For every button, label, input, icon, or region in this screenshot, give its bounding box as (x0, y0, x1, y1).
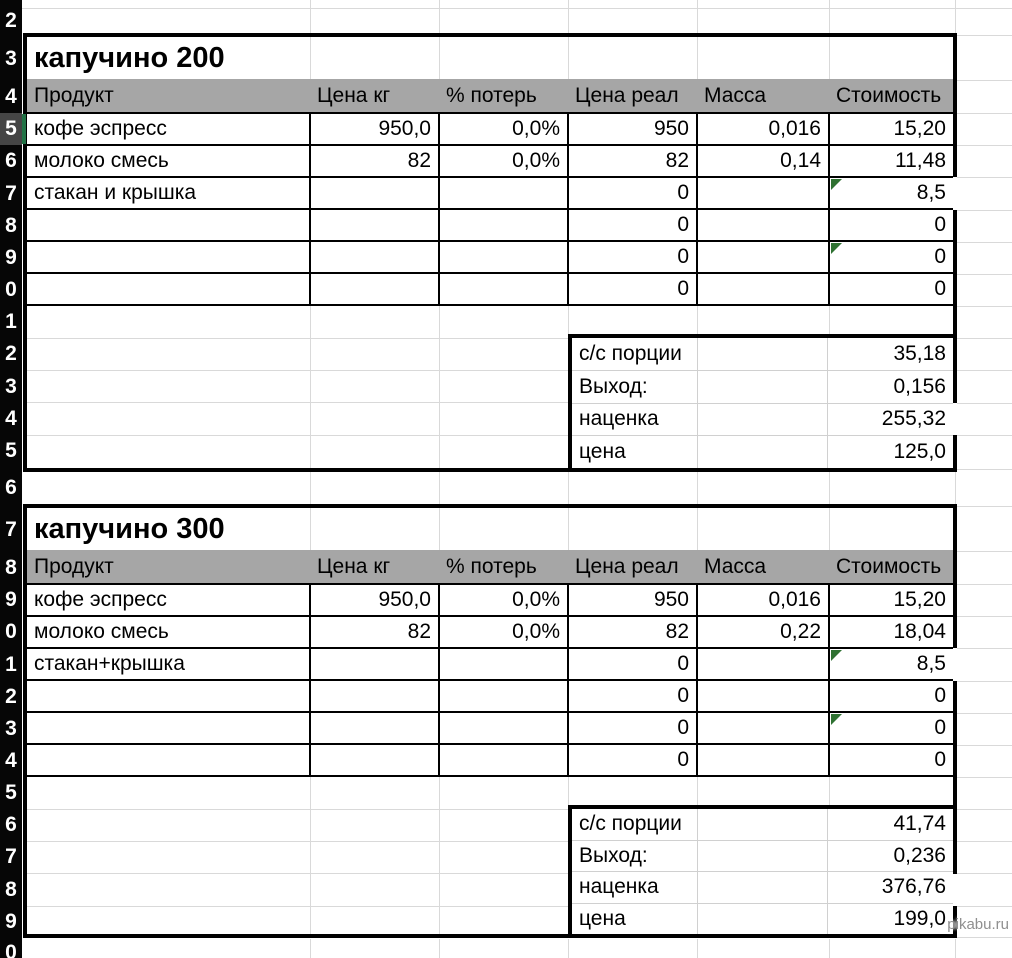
summary-spacer-cell[interactable] (697, 841, 828, 872)
cell-mass[interactable]: 0,22 (698, 617, 828, 647)
gridline (829, 939, 830, 958)
gridline (697, 472, 698, 504)
gridline (957, 841, 1012, 842)
cell-price-real[interactable]: 950 (569, 585, 696, 615)
gridline (957, 584, 1012, 585)
cell-mass[interactable] (698, 713, 828, 743)
gridline (957, 274, 1012, 275)
cell-cost[interactable]: 0 (830, 681, 953, 711)
cell-product[interactable]: кофе эспресс (27, 585, 309, 615)
header-cell-price-real[interactable]: Цена реал (575, 84, 679, 107)
gridline (957, 403, 1012, 404)
gridline (22, 8, 1012, 9)
cell-price-real[interactable]: 0 (569, 178, 696, 208)
summary-row (572, 841, 953, 873)
header-cell-loss-pct[interactable]: % потерь (446, 555, 537, 578)
summary-row (572, 404, 953, 437)
row-header[interactable]: 6 (5, 476, 17, 499)
gridline (957, 506, 1012, 507)
row-header[interactable]: 4 (5, 85, 17, 108)
table-title: капучино 300 (34, 513, 225, 545)
cell-product[interactable] (27, 681, 309, 711)
cell-price-kg[interactable] (311, 745, 438, 775)
cell-price-kg[interactable] (311, 274, 438, 304)
cell-price-kg[interactable] (311, 681, 438, 711)
table-title: капучино 200 (34, 42, 225, 74)
cell-loss-pct[interactable]: 0,0% (440, 114, 567, 144)
cell-loss-pct[interactable]: 0,0% (440, 146, 567, 176)
row-header-column (0, 0, 22, 958)
gridline (697, 0, 698, 8)
gridline (957, 177, 1012, 178)
cell-product[interactable] (27, 713, 309, 743)
border-gap (953, 648, 957, 681)
cell-mass[interactable] (698, 178, 828, 208)
gridline (27, 809, 568, 810)
cell-mass[interactable] (698, 242, 828, 272)
row-header[interactable]: 6 (5, 813, 17, 836)
summary-row (572, 872, 953, 904)
row-header[interactable]: 3 (5, 717, 17, 740)
cell-cost[interactable]: 11,48 (830, 146, 953, 176)
cell-loss-pct[interactable]: 0,0% (440, 617, 567, 647)
gridline (957, 370, 1012, 371)
gridline (957, 713, 1012, 714)
summary-box (568, 334, 957, 472)
cell-text: 8,5 (916, 652, 946, 675)
gridline (957, 210, 1012, 211)
gridline (310, 508, 311, 550)
cell-loss-pct[interactable] (440, 210, 567, 240)
summary-spacer-cell[interactable] (697, 809, 828, 840)
cell-price-kg[interactable] (311, 178, 438, 208)
cell-price-kg[interactable] (311, 713, 438, 743)
gridline (957, 809, 1012, 810)
row-header[interactable]: 4 (5, 749, 17, 772)
summary-label-cell[interactable]: с/с порции (579, 341, 682, 365)
gridline (955, 939, 956, 958)
cell-product[interactable]: молоко смесь (27, 146, 309, 176)
gridline (27, 370, 568, 371)
cell-mass[interactable] (698, 649, 828, 679)
gridline (310, 9, 311, 33)
cell-price-kg[interactable]: 950,0 (311, 114, 438, 144)
cell-mass[interactable] (698, 681, 828, 711)
gridline (310, 306, 311, 468)
header-cell-cost[interactable]: Стоимость (836, 555, 942, 578)
gridline (568, 37, 569, 79)
summary-box (568, 805, 957, 938)
gridline (957, 745, 1012, 746)
cell-mass[interactable]: 0,016 (698, 585, 828, 615)
header-cell-mass[interactable]: Масса (704, 555, 767, 578)
row-header[interactable]: 7 (5, 518, 17, 541)
summary-value-cell[interactable]: 255,32 (881, 407, 946, 431)
cell-cost[interactable] (830, 242, 953, 272)
summary-label-cell[interactable]: Выход: (579, 843, 648, 867)
gridline (27, 841, 568, 842)
gridline (439, 0, 440, 8)
cell-price-kg[interactable] (311, 242, 438, 272)
error-indicator-icon (831, 650, 842, 661)
gridline (439, 306, 440, 468)
cell-price-real[interactable]: 0 (569, 649, 696, 679)
gridline (439, 777, 440, 934)
gridline (27, 906, 568, 907)
gridline (568, 9, 569, 33)
cell-price-real[interactable]: 0 (569, 713, 696, 743)
cell-mass[interactable]: 0,016 (698, 114, 828, 144)
cell-loss-pct[interactable] (440, 649, 567, 679)
row-header[interactable]: 6 (5, 149, 17, 172)
row-header[interactable]: 2 (5, 342, 17, 365)
cell-loss-pct[interactable] (440, 274, 567, 304)
active-cell-border (22, 114, 26, 144)
cell-product[interactable] (27, 210, 309, 240)
cell-text: 0 (934, 716, 946, 739)
summary-spacer-cell[interactable] (697, 904, 828, 935)
summary-row (572, 338, 953, 371)
cell-product[interactable]: молоко смесь (27, 617, 309, 647)
cell-price-real[interactable]: 0 (569, 274, 696, 304)
row-header[interactable]: 0 (5, 620, 17, 643)
cell-price-real[interactable]: 0 (569, 210, 696, 240)
gridline (957, 435, 1012, 436)
row-header[interactable]: 8 (5, 878, 17, 901)
row-header[interactable]: 5 (5, 781, 17, 804)
gridline (829, 508, 830, 550)
header-cell-price-kg[interactable]: Цена кг (317, 84, 391, 107)
summary-value-cell[interactable]: 0,236 (893, 843, 946, 867)
table-footer-area (27, 777, 953, 934)
table-header-row (27, 550, 953, 583)
summary-value-cell[interactable]: 0,156 (893, 374, 946, 398)
cell-price-kg[interactable] (311, 210, 438, 240)
cell-text: кофе эспресс (34, 117, 167, 140)
cell-product[interactable] (27, 745, 309, 775)
gridline (439, 508, 440, 550)
gridline (568, 472, 569, 504)
cell-product[interactable]: стакан и крышка (27, 178, 309, 208)
gridline (957, 616, 1012, 617)
gridline (957, 551, 1012, 552)
gridline (439, 472, 440, 504)
cell-cost[interactable] (830, 649, 953, 679)
gridline (957, 681, 1012, 682)
gridline (957, 242, 1012, 243)
row-header[interactable]: 8 (5, 214, 17, 237)
table-data-grid (27, 583, 953, 777)
cell-mass[interactable] (698, 210, 828, 240)
cell-cost[interactable]: 18,04 (830, 617, 953, 647)
gridline (27, 338, 568, 339)
gridline (829, 37, 830, 79)
header-cell-cost[interactable]: Стоимость (836, 84, 942, 107)
cell-product[interactable]: стакан+крышка (27, 649, 309, 679)
table-footer-area (27, 306, 953, 468)
summary-label-cell[interactable]: наценка (579, 875, 659, 899)
gridline (957, 937, 1012, 938)
row-header[interactable]: 5 (5, 439, 17, 462)
row-header[interactable]: 1 (5, 310, 17, 333)
gridline (957, 873, 1012, 874)
cell-cost[interactable]: 0 (830, 274, 953, 304)
row-header[interactable]: 2 (5, 9, 17, 32)
cell-price-real[interactable]: 82 (569, 617, 696, 647)
summary-spacer-cell[interactable] (697, 872, 828, 903)
gridline (957, 338, 1012, 339)
gridline (829, 0, 830, 8)
cell-price-real[interactable]: 0 (569, 745, 696, 775)
cell-price-real[interactable]: 0 (569, 242, 696, 272)
summary-label-cell[interactable]: цена (579, 440, 626, 464)
header-cell-product[interactable]: Продукт (34, 555, 114, 578)
row-header[interactable]: 1 (5, 653, 17, 676)
summary-label-cell[interactable]: цена (579, 906, 626, 930)
cell-cost[interactable]: 15,20 (830, 114, 953, 144)
header-cell-product[interactable]: Продукт (34, 84, 114, 107)
gridline (310, 472, 311, 504)
cell-product[interactable] (27, 274, 309, 304)
recipe-table-2 (23, 504, 957, 938)
gridline (310, 0, 311, 8)
gridline (957, 35, 1012, 36)
row-header[interactable]: 9 (5, 246, 17, 269)
error-indicator-icon (831, 179, 842, 190)
cell-price-kg[interactable] (311, 649, 438, 679)
summary-spacer-cell[interactable] (697, 404, 828, 436)
gridline (957, 80, 1012, 81)
gridline (439, 9, 440, 33)
cell-cost[interactable] (830, 178, 953, 208)
table-title-cell[interactable] (27, 508, 953, 550)
gridline (439, 939, 440, 958)
border-gap (953, 874, 957, 906)
summary-row (572, 371, 953, 404)
gridline (957, 113, 1012, 114)
summary-label-cell[interactable]: наценка (579, 407, 659, 431)
gridline (310, 939, 311, 958)
cell-mass[interactable]: 0,14 (698, 146, 828, 176)
gridline (697, 37, 698, 79)
border-gap (953, 403, 957, 435)
cell-price-kg[interactable]: 82 (311, 617, 438, 647)
summary-value-cell[interactable]: 35,18 (893, 341, 946, 365)
header-cell-mass[interactable]: Масса (704, 84, 767, 107)
summary-label-cell[interactable]: с/с порции (579, 812, 682, 836)
summary-row (572, 436, 953, 468)
summary-row (572, 809, 953, 841)
row-header[interactable]: 7 (5, 845, 17, 868)
header-cell-price-real[interactable]: Цена реал (575, 555, 679, 578)
summary-row (572, 904, 953, 935)
gridline (957, 145, 1012, 146)
cell-loss-pct[interactable] (440, 713, 567, 743)
gridline (27, 435, 568, 436)
summary-spacer-cell[interactable] (697, 371, 828, 403)
table-header-row (27, 79, 953, 112)
header-cell-loss-pct[interactable]: % потерь (446, 84, 537, 107)
cell-text: 0 (934, 245, 946, 268)
border-gap (953, 177, 957, 210)
gridline (439, 37, 440, 79)
gridline (310, 777, 311, 934)
summary-value-cell[interactable]: 125,0 (893, 440, 946, 464)
summary-value-cell[interactable]: 41,74 (893, 812, 946, 836)
table-title-cell[interactable] (27, 37, 953, 79)
cell-cost[interactable] (830, 713, 953, 743)
row-header[interactable]: 8 (5, 556, 17, 579)
cell-price-kg[interactable]: 950,0 (311, 585, 438, 615)
gridline (568, 939, 569, 958)
summary-label-cell[interactable]: Выход: (579, 374, 648, 398)
row-header[interactable]: 0 (5, 278, 17, 301)
table-data-grid (27, 112, 953, 306)
gridline (957, 906, 1012, 907)
gridline (955, 0, 956, 8)
summary-value-cell[interactable]: 376,76 (881, 875, 946, 899)
row-header[interactable]: 9 (5, 910, 17, 933)
cell-loss-pct[interactable] (440, 178, 567, 208)
header-cell-price-kg[interactable]: Цена кг (317, 555, 391, 578)
row-header[interactable]: 4 (5, 407, 17, 430)
gridline (697, 9, 698, 33)
watermark: pikabu.ru (947, 916, 1009, 933)
gridline (697, 508, 698, 550)
cell-text: 8,5 (916, 181, 946, 204)
summary-spacer-cell[interactable] (697, 436, 828, 468)
gridline (957, 469, 1012, 470)
row-header[interactable]: 0 (5, 941, 17, 958)
error-indicator-icon (831, 714, 842, 725)
row-header[interactable]: 9 (5, 588, 17, 611)
gridline (957, 648, 1012, 649)
cell-product[interactable] (27, 114, 309, 144)
error-indicator-icon (831, 243, 842, 254)
gridline (310, 37, 311, 79)
recipe-table-1 (23, 33, 957, 472)
cell-loss-pct[interactable] (440, 681, 567, 711)
cell-mass[interactable] (698, 745, 828, 775)
summary-spacer-cell[interactable] (697, 338, 828, 370)
cell-price-real[interactable]: 82 (569, 146, 696, 176)
cell-cost[interactable]: 0 (830, 745, 953, 775)
summary-value-cell[interactable]: 199,0 (893, 906, 946, 930)
cell-product[interactable] (27, 242, 309, 272)
gridline (955, 472, 956, 504)
cell-loss-pct[interactable] (440, 745, 567, 775)
cell-cost[interactable]: 15,20 (830, 585, 953, 615)
cell-price-kg[interactable]: 82 (311, 146, 438, 176)
row-header[interactable]: 2 (5, 685, 17, 708)
row-header-active[interactable]: 5 (0, 113, 22, 145)
cell-price-real[interactable]: 0 (569, 681, 696, 711)
row-header[interactable]: 3 (5, 375, 17, 398)
gridline (27, 873, 568, 874)
cell-loss-pct[interactable]: 0,0% (440, 585, 567, 615)
cell-price-real[interactable]: 950 (569, 114, 696, 144)
gridline (829, 472, 830, 504)
gridline (697, 939, 698, 958)
cell-cost[interactable]: 0 (830, 210, 953, 240)
gridline (568, 0, 569, 8)
cell-loss-pct[interactable] (440, 242, 567, 272)
row-header[interactable]: 7 (5, 182, 17, 205)
gridline (568, 508, 569, 550)
gridline (829, 9, 830, 33)
gridline (955, 9, 956, 33)
gridline (27, 402, 568, 403)
row-header[interactable]: 3 (5, 47, 17, 70)
gridline (957, 306, 1012, 307)
cell-mass[interactable] (698, 274, 828, 304)
gridline (957, 777, 1012, 778)
